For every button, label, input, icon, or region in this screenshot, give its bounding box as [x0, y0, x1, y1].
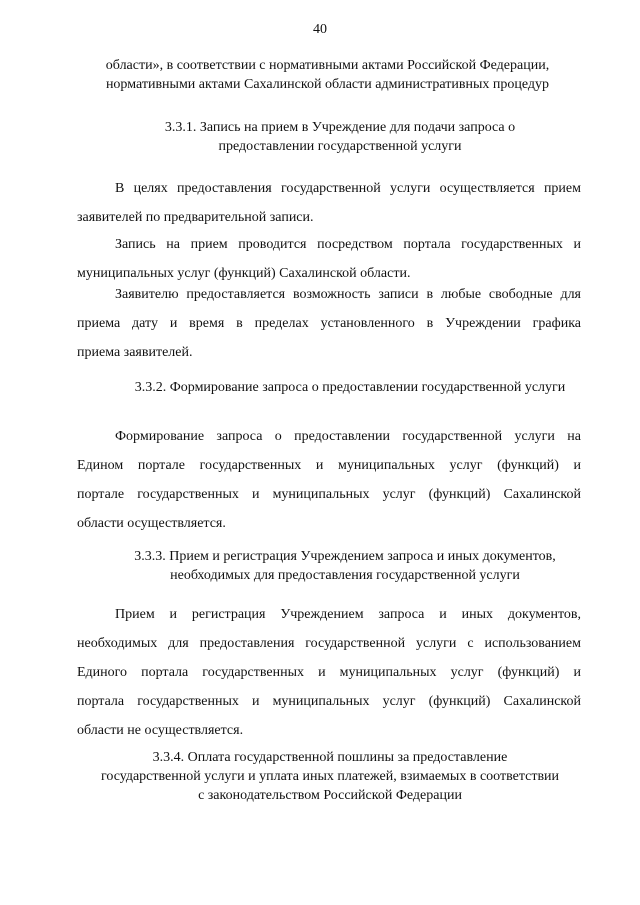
paragraph-3-3-1-c: [77, 280, 581, 367]
paragraph-line: приема заявителей.: [77, 345, 193, 360]
paragraph-line: Едином портале государственных и муниципальных услуг (функций) и: [77, 458, 581, 473]
paragraph-line: приема дату и время в пределах установленного в Учреждении графика: [77, 316, 581, 331]
heading-line: с законодательством Российской Федерации: [198, 788, 462, 803]
heading-line: государственной услуги и уплата иных платежей, взимаемых в соответствии: [100, 769, 560, 784]
paragraph-line: Запись на прием проводится посредством портала государственных и: [115, 237, 581, 252]
intro-text: [60, 56, 595, 94]
section-heading-3-3-1: [130, 118, 550, 156]
paragraph-3-3-3-a: [77, 600, 581, 745]
paragraph-3-3-2-a: [77, 422, 581, 538]
paragraph-line: муниципальных услуг (функций) Сахалинской области.: [77, 266, 411, 281]
paragraph-line: Заявителю предоставляется возможность записи в любые свободные для: [115, 287, 581, 302]
paragraph-line: В целях предоставления государственной услуги осуществляется прием: [115, 181, 581, 196]
paragraph-line: области осуществляется.: [77, 516, 226, 531]
paragraph-line: портале государственных и муниципальных услуг (функций) Сахалинской: [77, 487, 581, 502]
paragraph-3-3-1-a: [77, 174, 581, 232]
heading-line: 3.3.2. Формирование запроса о предоставлении государственной услуги: [134, 380, 566, 395]
section-heading-3-3-2: [90, 378, 610, 397]
heading-line: 3.3.3. Прием и регистрация Учреждением запроса и иных документов,: [134, 549, 556, 564]
paragraph-line: портала государственных и муниципальных услуг (функций) Сахалинской: [77, 694, 581, 709]
paragraph-line: Единого портала государственных и муниципальных услуг (функций) и: [77, 665, 581, 680]
heading-line: предоставлении государственной услуги: [218, 139, 462, 154]
intro-line-1: области», в соответствии с нормативными актами Российской Федерации,: [105, 58, 550, 73]
paragraph-line: заявителей по предварительной записи.: [77, 210, 314, 225]
heading-line: необходимых для предоставления государственной услуги: [170, 568, 520, 583]
intro-line-2: нормативными актами Сахалинской области административных процедур: [105, 77, 550, 92]
page-number: 40: [313, 22, 327, 37]
paragraph-line: необходимых для предоставления государственной услуги с использованием: [77, 636, 581, 651]
section-heading-3-3-3: [70, 547, 620, 585]
section-heading-3-3-4: [60, 748, 600, 805]
paragraph-line: области не осуществляется.: [77, 723, 244, 738]
paragraph-line: Прием и регистрация Учреждением запроса и иных документов,: [115, 607, 581, 622]
heading-line: 3.3.1. Запись на прием в Учреждение для подачи запроса о: [164, 120, 516, 135]
heading-line: 3.3.4. Оплата государственной пошлины за предоставление: [152, 750, 508, 765]
paragraph-line: Формирование запроса о предоставлении государственной услуги на: [115, 429, 581, 444]
